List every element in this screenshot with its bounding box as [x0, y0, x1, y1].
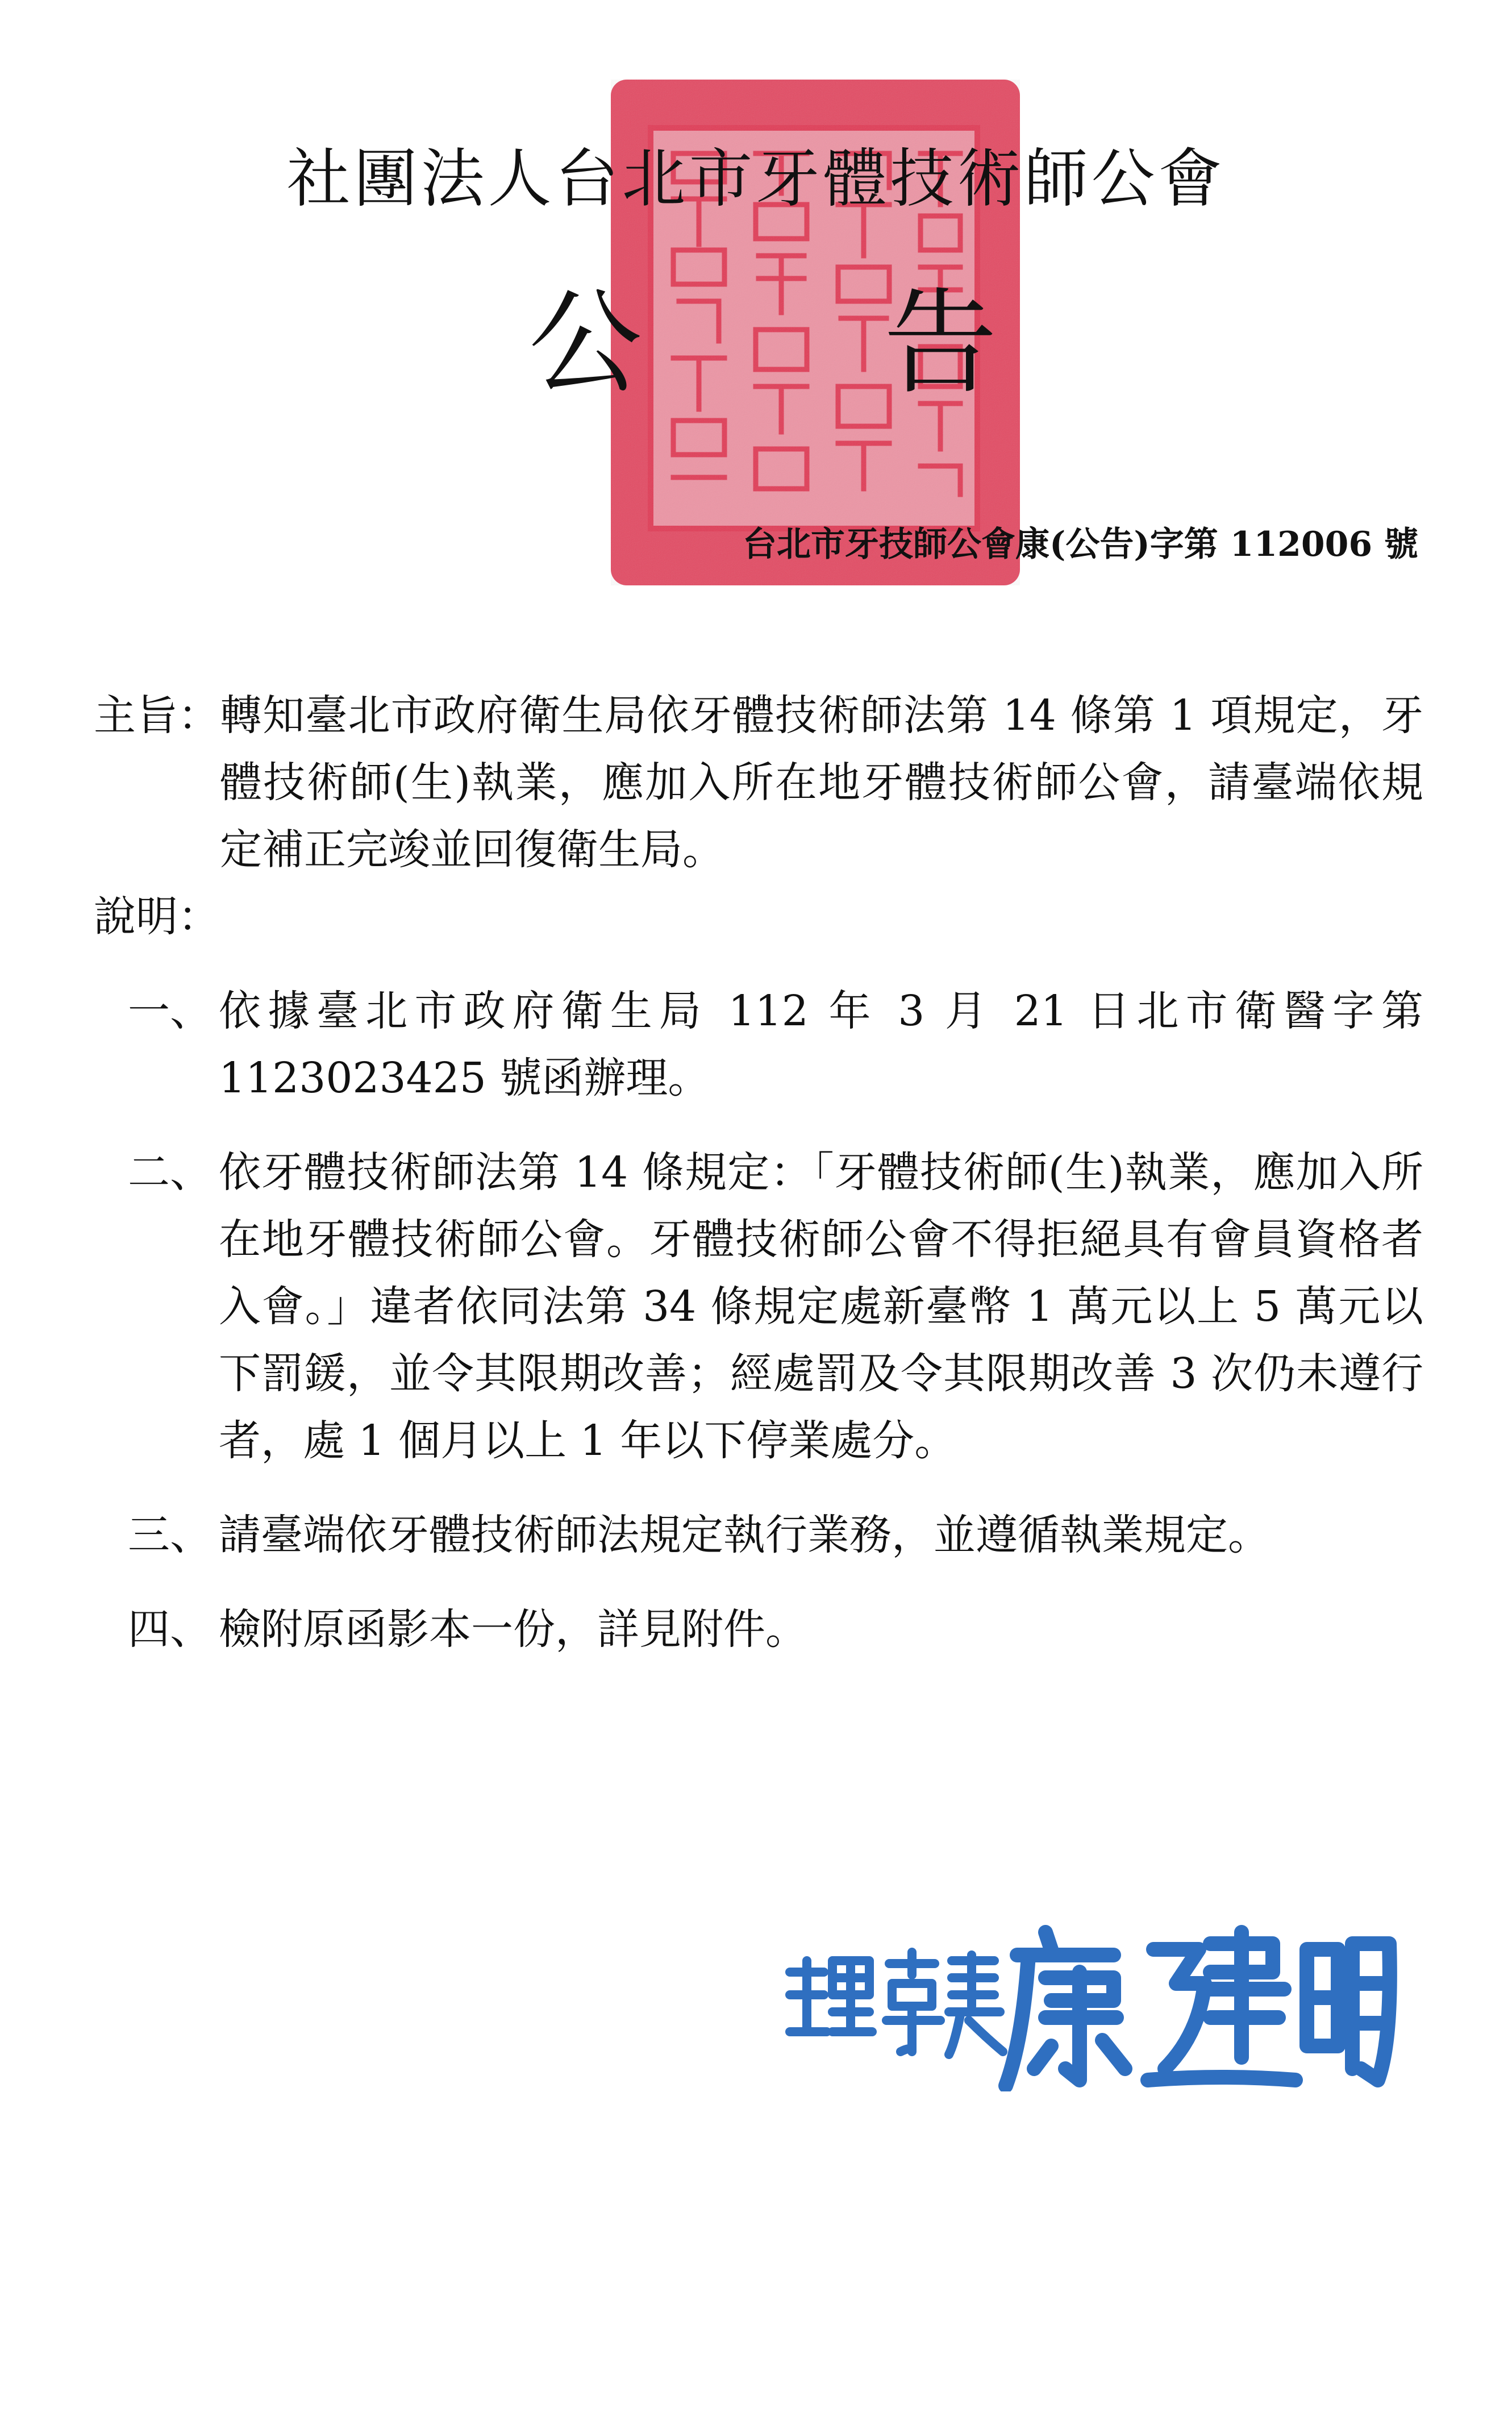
organization-title: 社團法人台北市牙體技術師公會 — [286, 142, 1226, 216]
subject-section — [94, 682, 1423, 883]
item-number: 二、 — [128, 1148, 212, 1197]
notice-title-char-2: 告 — [884, 277, 998, 410]
item-text: 依據臺北市政府衛生局 112 年 3 月 21 日北市衛醫字第 1123023425 號函辦理。 — [219, 987, 1423, 1103]
notice-title-char-1: 公 — [528, 277, 643, 410]
subject-label: 主旨： — [94, 691, 220, 740]
explanation-item — [94, 1502, 1423, 1569]
chairman-signature — [778, 1910, 1398, 2091]
document-number: 台北市牙技師公會康(公告)字第 112006 號 — [742, 525, 1418, 564]
item-text: 請臺端依牙體技術師法規定執行業務，並遵循執業規定。 — [219, 1511, 1270, 1559]
item-number: 一、 — [128, 987, 212, 1035]
explanation-item — [94, 978, 1423, 1112]
item-number: 三、 — [128, 1511, 212, 1559]
announcement-body — [94, 682, 1423, 1663]
subject-text: 轉知臺北市政府衛生局依牙體技術師法第 14 條第 1 項規定，牙體技術師(生)執業，應加入所在地牙體技術師公會，請臺端依規定補正完竣並回復衛生局。 — [220, 691, 1423, 874]
explanation-item — [94, 1139, 1423, 1474]
item-text: 依牙體技術師法第 14 條規定：「牙體技術師(生)執業，應加入所在地牙體技術師公會。牙體技術師公會不得拒絕具有會員資格者入會。」違者依同法第 34 條規定處新臺幣 1 萬元以上 5 萬元以下罰鍰，並令其限期改善；經處罰及令其限期改善 3 次仍未遵行者，處 1 個月以上 1 年以下停業處分。 — [219, 1148, 1423, 1465]
explanation-label: 說明： — [94, 892, 220, 941]
explanation-item — [94, 1596, 1423, 1663]
item-number: 四、 — [128, 1605, 212, 1654]
item-text: 檢附原函影本一份，詳見附件。 — [219, 1605, 807, 1654]
